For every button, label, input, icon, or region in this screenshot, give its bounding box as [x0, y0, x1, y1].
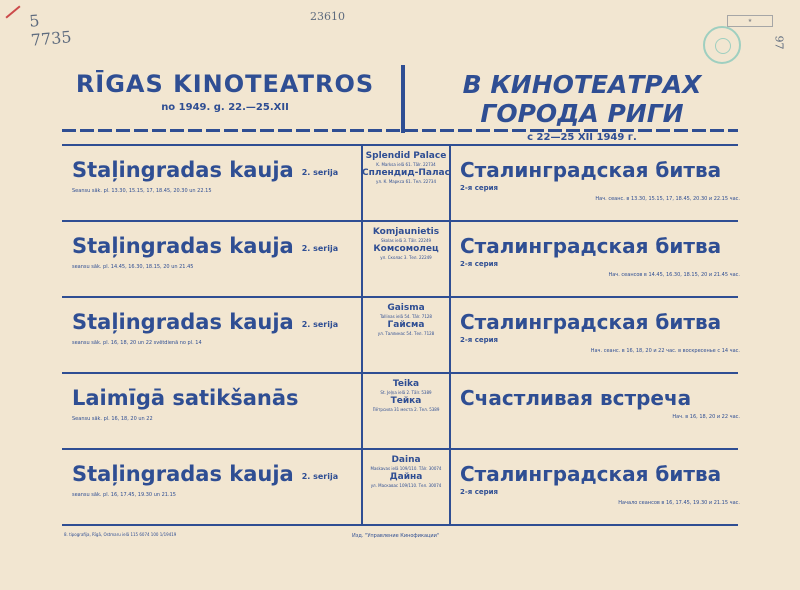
handwritten-left-code: 5 7735: [28, 10, 73, 50]
handwritten-right-code: 97: [772, 35, 786, 50]
header-dashed-rule: [62, 129, 738, 132]
russian-title: В КИНОТЕАТРАХ ГОРОДА РИГИ: [462, 70, 702, 128]
cinema-info: Teika St. Jeļņa ielā 2. Tālr. 5389 Тейка Пётрсила 31 места 2. Тел. 5389: [372, 379, 440, 413]
cinema-info: Splendid Palace K. Marksa ielā 61. Tālr. 22734 Сплендид-Палас ул. К. Маркса 61. Тел. 22734: [362, 151, 450, 185]
schedule-grid: [62, 144, 738, 524]
latvian-schedule: Seansu sāk. pl. 16, 18, 20 un 22: [72, 416, 153, 422]
header-divider: [401, 65, 405, 133]
publisher-info: Изд. "Управление Кинофикации": [352, 533, 440, 539]
printer-info: 8. tipografija, Rīgā, Ostmaru ielā 115 6074 100 1/19419: [64, 532, 177, 537]
red-mark: [5, 5, 20, 18]
latvian-header: [60, 70, 390, 113]
russian-film-title: Сталинградская битва: [460, 234, 722, 258]
latvian-film-title: Laimīgā satikšanās: [72, 386, 299, 410]
russian-dates: с 22—25 XII 1949 г.: [527, 132, 637, 143]
latvian-dates: no 1949. g. 22.—25.XII: [161, 102, 289, 113]
cinema-info: Komjaunietis Skolas ielā 3. Tālr. 22249 Комсомолец ул. Сколас 3. Тел. 22249: [372, 227, 440, 261]
library-seal: [703, 26, 741, 64]
cinema-info: Daina Maskavas ielā 109/110. Tālr. 30074 Дайна ул. Маскавас 109/110. Тел. 30074: [370, 455, 442, 489]
schedule-row: Staļingradas kauja $^{2. serija}$ seansu sāk. pl. 16, 18, 20 un 22 svētdienā no pl. 14 Gaisma Tallinas ielā 54. Tālr. 7128 Гайсма ул. Таллинас 54. Тел. 7128 Сталинградская битва 2-я серия Нач. сеанс. в 16, 18, 20 и 22 час. в воскресенье с 14 час.: [62, 296, 738, 372]
latvian-film-title: Staļingradas kauja $^{2. serija}$: [72, 462, 339, 486]
latvian-film-title: Staļingradas kauja $^{2. serija}$: [72, 310, 339, 334]
latvian-film-title: Staļingradas kauja $^{2. serija}$: [72, 158, 339, 182]
latvian-schedule: seansu sāk. pl. 16, 17.45, 19.30 un 21.15: [72, 492, 176, 498]
latvian-schedule: Seansu sāk. pl. 13.30, 15.15, 17, 18.45, 20.30 un 22.15: [72, 188, 212, 194]
russian-film-title: Сталинградская битва: [460, 462, 722, 486]
russian-film-title: Сталинградская битва: [460, 310, 722, 334]
cinema-info: Gaisma Tallinas ielā 54. Tālr. 7128 Гайсма ул. Таллинас 54. Тел. 7128: [377, 303, 435, 337]
russian-film-title: Сталинградская битва: [460, 158, 722, 182]
archive-stamp: ★: [727, 15, 773, 27]
schedule-row: Laimīgā satikšanās Seansu sāk. pl. 16, 18, 20 un 22 Teika St. Jeļņa ielā 2. Tālr. 5389 Тейка Пётрсила 31 места 2. Тел. 5389 Счастливая встреча Нач. в 16, 18, 20 и 22 час.: [62, 372, 738, 448]
handwritten-center-code: 23610: [310, 10, 345, 23]
schedule-row: Staļingradas kauja $^{2. serija}$ seansu sāk. pl. 16, 17.45, 19.30 un 21.15 Daina Maskavas ielā 109/110. Tālr. 30074 Дайна ул. Маскавас 109/110. Тел. 30074 Сталинградская битва 2-я серия Начало сеансов в 16, 17.45, 19.30 и 21.15 час.: [62, 448, 738, 526]
russian-header: [417, 70, 747, 143]
latvian-schedule: seansu sāk. pl. 14.45, 16.30, 18.15, 20 un 21.45: [72, 264, 194, 270]
schedule-row: Staļingradas kauja $^{2. serija}$ seansu sāk. pl. 14.45, 16.30, 18.15, 20 un 21.45 Komjaunietis Skolas ielā 3. Tālr. 22249 Комсомолец ул. Сколас 3. Тел. 22249 Сталинградская битва 2-я серия Нач. сеансов в 14.45, 16.30, 18.15, 20 и 21.45 час.: [62, 220, 738, 296]
latvian-schedule: seansu sāk. pl. 16, 18, 20 un 22 svētdienā no pl. 14: [72, 340, 202, 346]
schedule-row: Staļingradas kauja $^{2. serija}$ Seansu sāk. pl. 13.30, 15.15, 17, 18.45, 20.30 un 22.15 Splendid Palace K. Marksa ielā 61. Tālr. 22734 Сплендид-Палас ул. К. Маркса 61. Тел. 22734 Сталинградская битва 2-я серия Нач. сеанс. в 13.30, 15.15, 17, 18.45, 20.30 и 22.15 час.: [62, 144, 738, 220]
latvian-title: RĪGAS KINOTEATROS: [75, 70, 375, 98]
russian-film-title: Счастливая встреча: [460, 386, 692, 410]
latvian-film-title: Staļingradas kauja $^{2. serija}$: [72, 234, 339, 258]
